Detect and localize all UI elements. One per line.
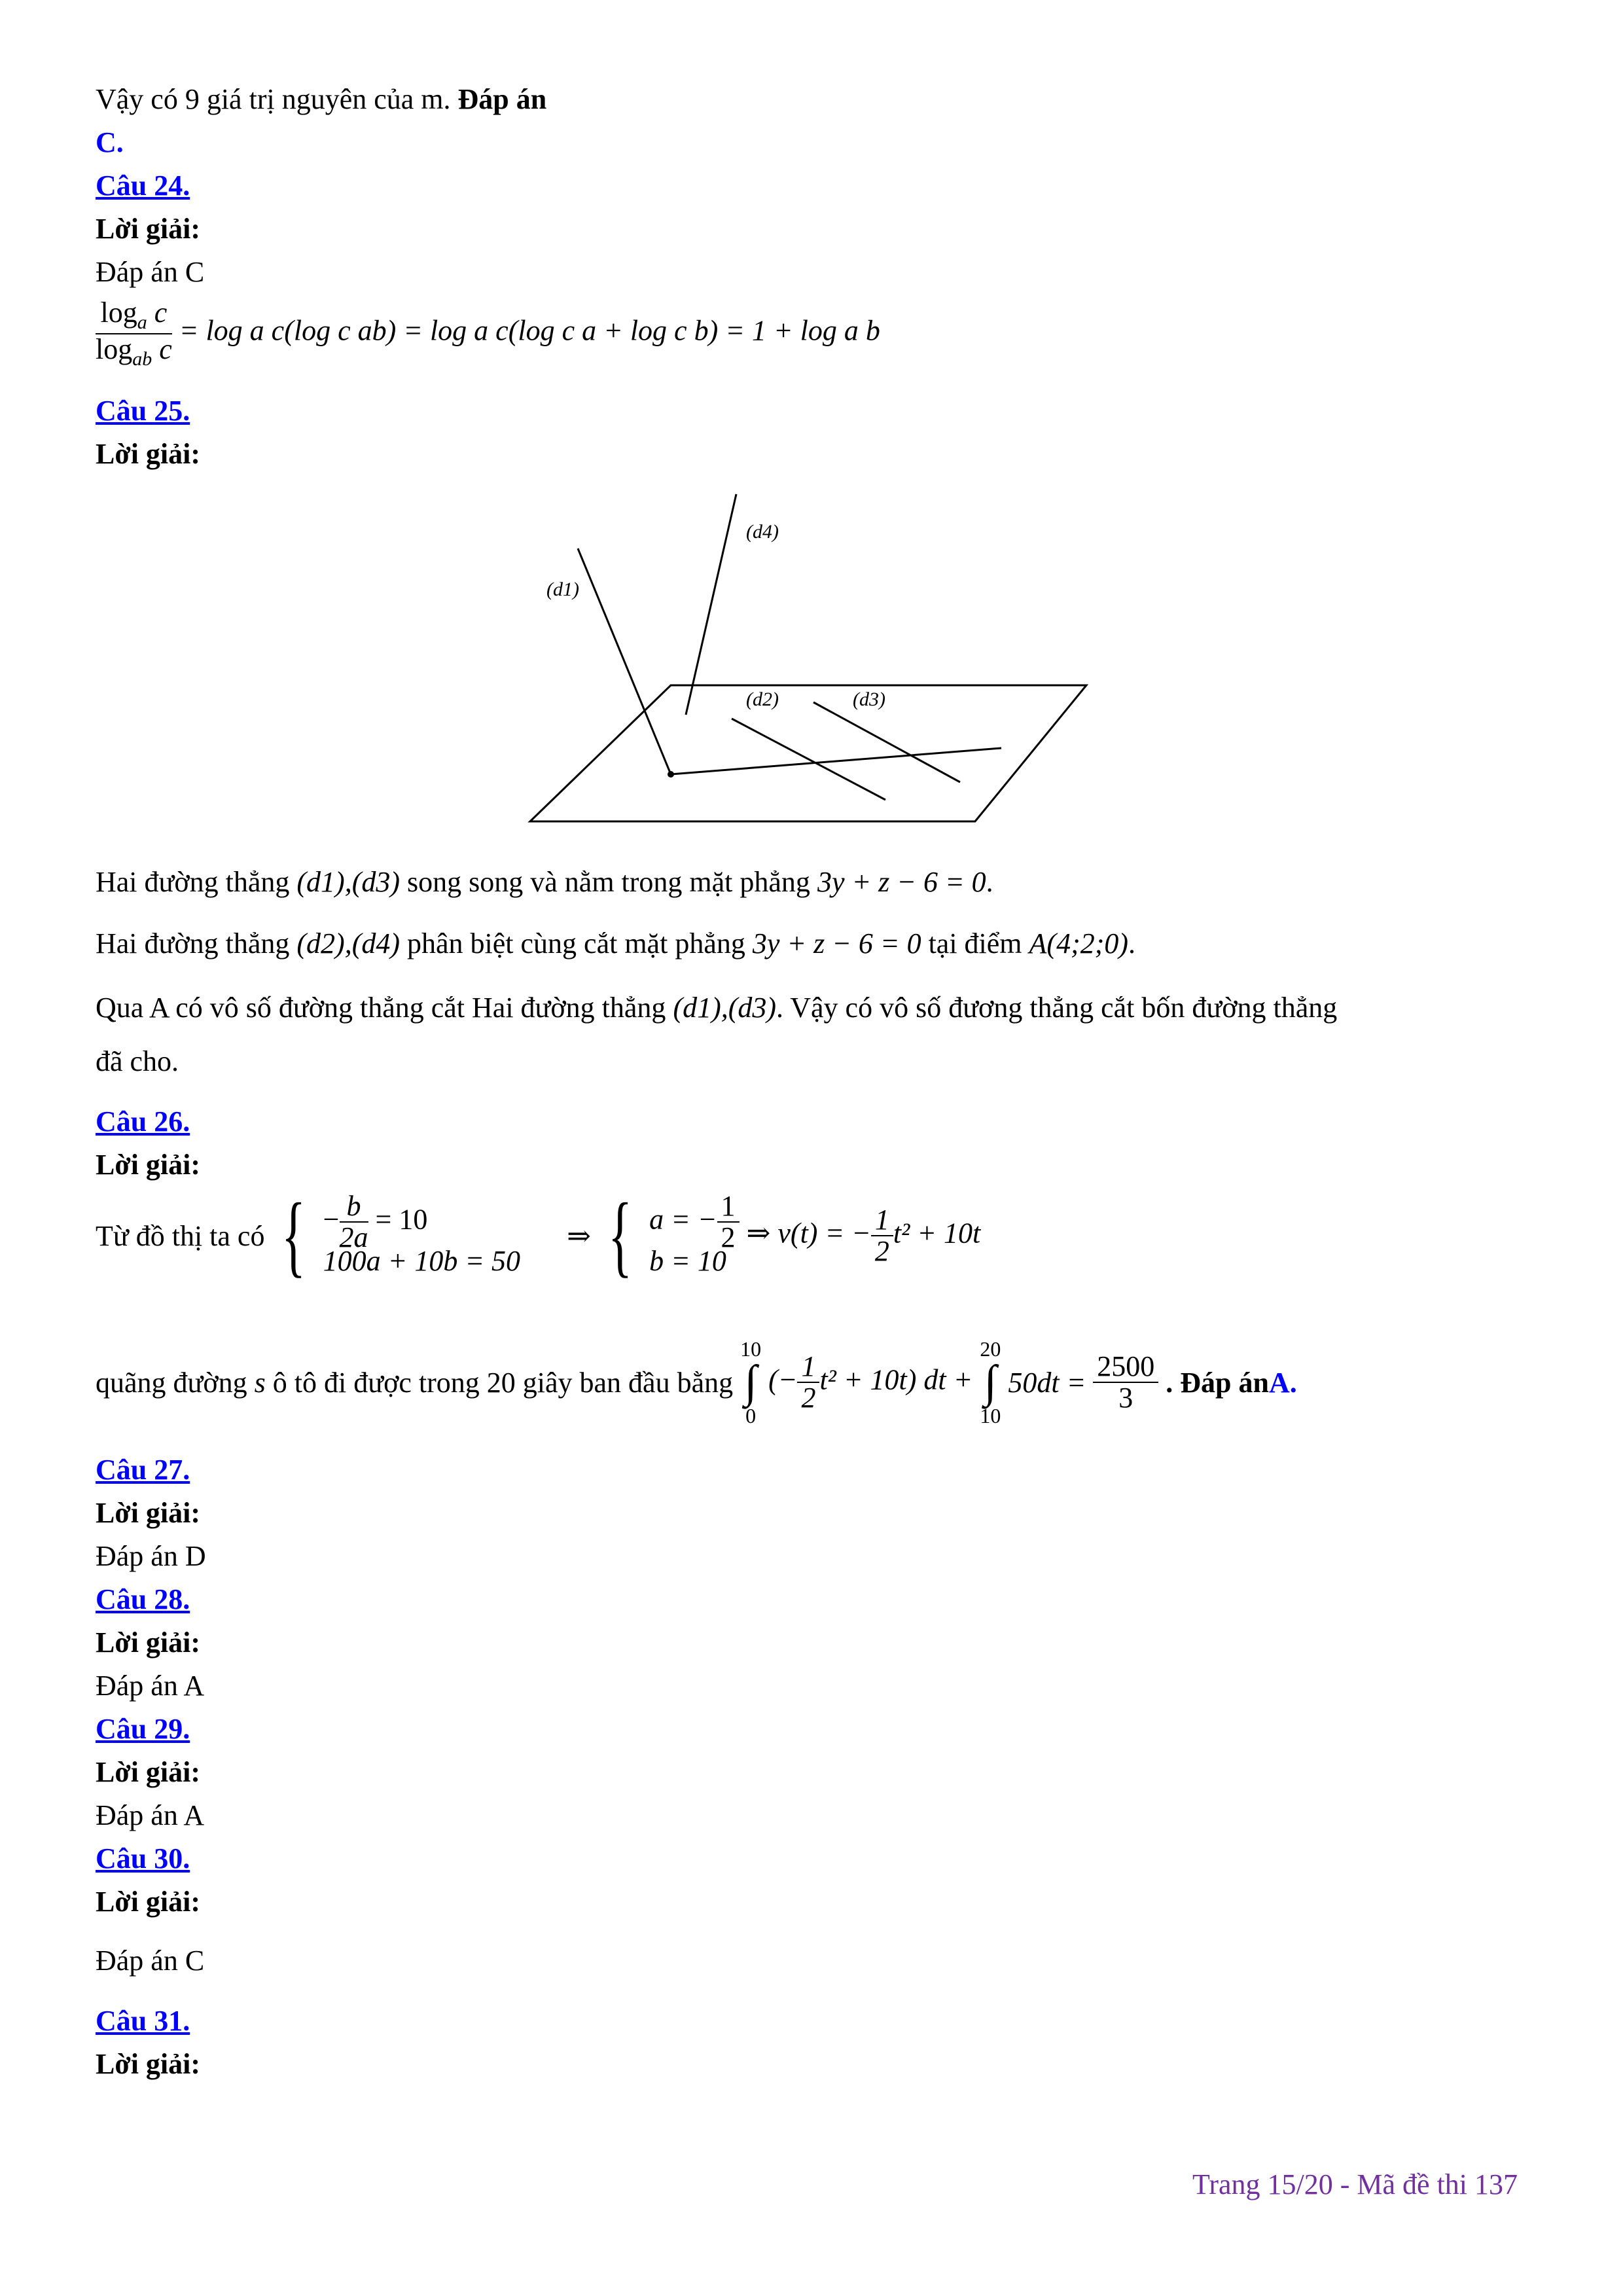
question-26-answer-label: . Đáp án [1166,1366,1269,1399]
question-27-solution-label: Lời giải: [96,1497,201,1529]
question-28-answer: Đáp án A [96,1670,205,1702]
line-in-plane [671,748,1001,774]
question-26-answer-value: A. [1268,1366,1297,1399]
question-25-solution-label: Lời giải: [96,438,201,470]
velocity-formula: ⇒ v(t) = − $\frac{1}{2}$ t² + 10t [746,1203,981,1267]
question-28-solution-label: Lời giải: [96,1626,201,1659]
label-d4: (d4) [746,521,779,543]
question-29-title[interactable]: Câu 29. [96,1713,190,1745]
integral-body-1: (− $\frac{1}{2}$ t² + 10t) dt + [768,1350,973,1414]
lines-d2-d4: (d2),(d4) [296,927,401,960]
point-a-coordinates: A(4;2;0) [1029,927,1129,960]
line-d4 [686,494,736,715]
question-30-solution-label: Lời giải: [96,1886,201,1918]
log-formula-rhs: = log a c(log c ab) = log a c(log c a + log c b) = 1 + log a b [179,314,880,347]
log-fraction: $\frac{\log_a c}{\log_{ab} c}$ [96,296,172,370]
question-26-solution-label: Lời giải: [96,1149,201,1181]
label-d2: (d2) [746,689,779,710]
question-26-title[interactable]: Câu 26. [96,1105,190,1138]
question-29-answer: Đáp án A [96,1799,205,1831]
implies-arrow: ⇒ [567,1219,591,1252]
question-24-title[interactable]: Câu 24. [96,170,190,202]
question-25-line-1: Hai đường thẳng (d1),(d3) song song và nằm trong mặt phẳng 3y + z − 6 = 0. [96,866,993,898]
label-d3: (d3) [853,689,885,710]
integral-sign-1: 10 ∫ 0 [740,1337,762,1427]
question-28-title[interactable]: Câu 28. [96,1583,190,1615]
question-26-distance: quãng đường s ô tô đi được trong 20 giây ban đầu bằng 10 ∫ 0 (− $\frac{1}{2}$ t² + 10t) dt + 20 ∫ 10 50dt = $\frac{2500}{3}$ . Đáp ánA. [96,1337,1297,1427]
question-31-solution-label: Lời giải: [96,2048,201,2080]
lines-d1-d3: (d1),(d3) [673,992,777,1024]
distance-result: $\frac{2500}{3}$ [1093,1352,1158,1413]
question-30-title[interactable]: Câu 30. [96,1842,190,1874]
lines-and-plane-figure [524,484,1113,838]
question-25-line-3: Qua A có vô số đường thẳng cắt Hai đường thẳng (d1),(d3). Vậy có vô số đương thẳng cắt bốn đường thẳng [96,992,1338,1024]
integral-body-2: 50dt = [1008,1366,1086,1399]
question-31-title[interactable]: Câu 31. [96,2005,190,2037]
question-25-line-2: Hai đường thẳng (d2),(d4) phân biệt cùng cắt mặt phẳng 3y + z − 6 = 0 tại điểm A(4;2;0). [96,927,1136,960]
question-25-line-4: đã cho. [96,1045,179,1077]
plane [530,685,1086,821]
question-24-solution-label: Lời giải: [96,213,201,245]
page-footer: Trang 15/20 - Mã đề thi 137 [1192,2168,1518,2200]
intro-answer-label: Đáp án [457,83,547,115]
label-d1: (d1) [546,579,579,600]
intro-text: Vậy có 9 giá trị nguyên của m. [96,83,451,115]
equation-system-1: − $\frac{b}{2a}$ = 10 100a + 10b = 50 [323,1190,521,1277]
question-27-answer: Đáp án D [96,1540,206,1572]
line-d1 [578,548,671,774]
intro-line [96,81,546,118]
intro-answer-value: C. [96,126,124,158]
lines-d1-d3: (d1),(d3) [296,866,401,898]
question-29-solution-label: Lời giải: [96,1756,201,1788]
point-a [668,771,674,778]
integral-sign-2: 20 ∫ 10 [980,1337,1001,1427]
question-27-title[interactable]: Câu 27. [96,1454,190,1486]
equation-system-2: a = − $\frac{1}{2}$ b = 10 [649,1191,739,1280]
question-25-title[interactable]: Câu 25. [96,395,190,427]
line-d3 [813,702,960,782]
question-26-system: Từ đồ thị ta có { − $\frac{b}{2a}$ = 10 100a + 10b = 50 ⇒ { a = − $\frac{1}{2}$ b = 10 ⇒ v(t) = − $\frac{1}{2}$ t² + 10t [96,1185,981,1286]
question-30-answer: Đáp án C [96,1945,205,1977]
plane-equation: 3y + z − 6 = 0 [817,866,986,898]
question-24-formula [96,298,880,369]
plane-equation: 3y + z − 6 = 0 [752,927,921,960]
question-24-answer: Đáp án C [96,256,205,288]
